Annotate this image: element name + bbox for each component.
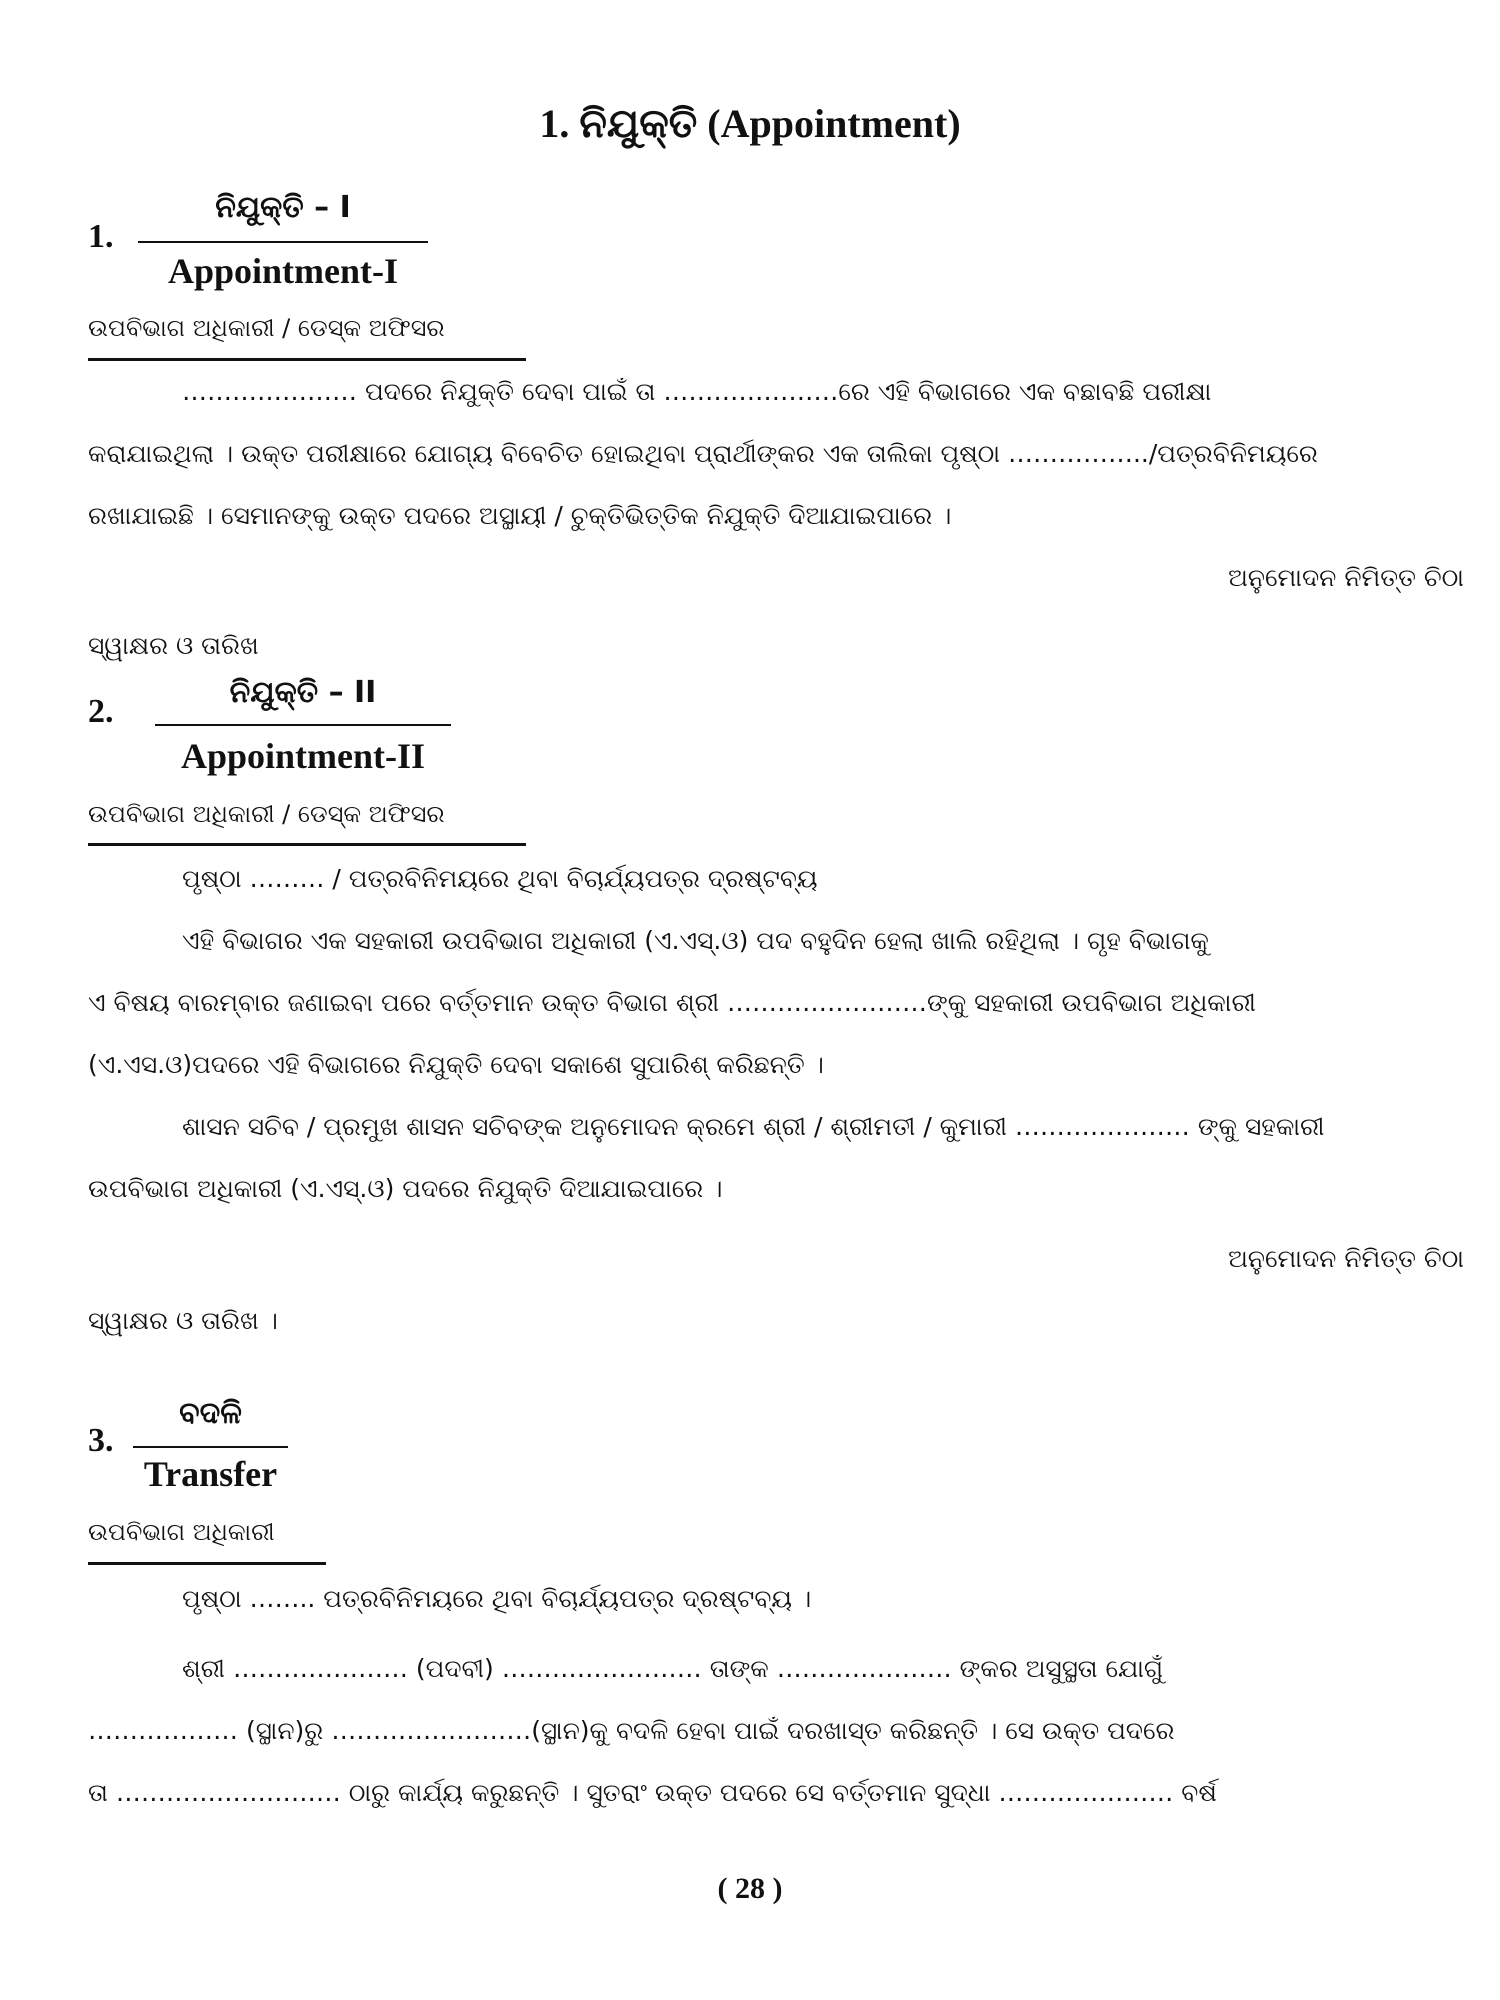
- section-1-line-2: କରାଯାଇଥିଲା । ଉକ୍ତ ପରୀକ୍ଷାରେ ଯୋଗ୍ୟ ବିବେଚିତ ହୋଇଥିବା ପ୍ରାର୍ଥୀଙ୍କର ଏକ ତାଲିକା ପୃଷ୍ଠା ……………../ପତ୍ରବିନିମୟରେ: [88, 439, 1318, 468]
- section-2-heading-rule: [155, 724, 451, 726]
- section-2-line-1: ପୃଷ୍ଠା ……… / ପତ୍ରବିନିମୟରେ ଥିବା ବିଚାର୍ଯ୍ୟପତ୍ର ଦ୍ରଷ୍ଟବ୍ୟ: [182, 864, 818, 893]
- section-3-line-3: ……………… (ସ୍ଥାନ)ରୁ ……………………(ସ୍ଥାନ)କୁ ବଦଳି ହେବା ପାଇଁ ଦରଖାସ୍ତ କରିଛନ୍ତି । ସେ ଉକ୍ତ ପଦରେ: [88, 1716, 1175, 1745]
- section-2-signature: ସ୍ୱାକ୍ଷର ଓ ତାରିଖ ।: [88, 1306, 278, 1335]
- section-3-heading-english: Transfer: [143, 1454, 278, 1494]
- section-2-addressee-rule: [88, 843, 526, 846]
- section-1-heading-english: Appointment-I: [167, 251, 399, 291]
- section-2-line-3: ଏ ବିଷୟ ବାରମ୍ବାର ଜଣାଇବା ପରେ ବର୍ତ୍ତମାନ ଉକ୍ତ ବିଭାଗ ଶ୍ରୀ ……………………ଙ୍କୁ ସହକାରୀ ଉପବିଭାଗ ଅଧିକାରୀ: [88, 988, 1256, 1017]
- section-1-number: 1.: [88, 218, 114, 255]
- section-1-signature: ସ୍ୱାକ୍ଷର ଓ ତାରିଖ: [88, 631, 259, 660]
- section-2-closing: ଅନୁମୋଦନ ନିମିତ୍ତ ଚିଠା: [1228, 1244, 1464, 1273]
- section-1-closing: ଅନୁମୋଦନ ନିମିତ୍ତ ଚିଠା: [1228, 563, 1464, 592]
- section-1-heading-rule: [138, 241, 428, 243]
- section-3-heading-odia: ବଦଳି: [179, 1396, 242, 1431]
- section-2-heading-odia: ନିଯୁକ୍ତି – II: [229, 675, 377, 710]
- section-3-line-4: ତା ……………………… ଠାରୁ କାର୍ଯ୍ୟ କରୁଛନ୍ତି । ସୁତରାଂ ଉକ୍ତ ପଦରେ ସେ ବର୍ତ୍ତମାନ ସୁଦ୍ଧା ………………… ବର୍ଷ: [88, 1778, 1217, 1807]
- section-1-line-1: ………………… ପଦରେ ନିଯୁକ୍ତି ଦେବା ପାଇଁ ତା …………………ରେ ଏହି ବିଭାଗରେ ଏକ ବଛାବଛି ପରୀକ୍ଷା: [182, 377, 1212, 406]
- section-3-line-1: ପୃଷ୍ଠା …….. ପତ୍ରବିନିମୟରେ ଥିବା ବିଚାର୍ଯ୍ୟପତ୍ର ଦ୍ରଷ୍ଟବ୍ୟ ।: [182, 1584, 812, 1613]
- section-3-addressee-rule: [88, 1562, 326, 1565]
- section-2-line-2: ଏହି ବିଭାଗର ଏକ ସହକାରୀ ଉପବିଭାଗ ଅଧିକାରୀ (ଏ.ଏସ୍.ଓ) ପଦ ବହୁଦିନ ହେଲା ଖାଲି ରହିଥିଲା । ଗୃହ ବିଭାଗକୁ: [182, 926, 1209, 955]
- section-2-line-5: ଶାସନ ସଚିବ / ପ୍ରମୁଖ ଶାସନ ସଚିବଙ୍କ ଅନୁମୋଦନ କ୍ରମେ ଶ୍ରୀ / ଶ୍ରୀମତୀ / କୁମାରୀ ………………… ଙ୍କୁ ସହକାରୀ: [182, 1112, 1325, 1141]
- section-2-addressee: ଉପବିଭାଗ ଅଧିକାରୀ / ଡେସ୍କ ଅଫିସର: [88, 800, 445, 828]
- section-1-addressee: ଉପବିଭାଗ ଅଧିକାରୀ / ଡେସ୍କ ଅଫିସର: [88, 314, 445, 342]
- section-2-heading-english: Appointment-II: [180, 736, 426, 776]
- section-3-line-2: ଶ୍ରୀ ………………… (ପଦବୀ) …………………… ତାଙ୍କ ………………… ଙ୍କର ଅସୁସ୍ଥତା ଯୋଗୁଁ: [182, 1654, 1164, 1683]
- section-3-addressee: ଉପବିଭାଗ ଅଧିକାରୀ: [88, 1518, 275, 1546]
- section-1-line-3: ରଖାଯାଇଛି । ସେମାନଙ୍କୁ ଉକ୍ତ ପଦରେ ଅସ୍ଥାୟୀ / ଚୁକ୍ତିଭିତ୍ତିକ ନିଯୁକ୍ତି ଦିଆଯାଇପାରେ ।: [88, 501, 952, 530]
- section-1-heading-odia: ନିଯୁକ୍ତି – I: [215, 190, 351, 225]
- section-3-number: 3.: [88, 1422, 114, 1459]
- section-3-heading-rule: [133, 1446, 288, 1448]
- section-2-line-4: (ଏ.ଏସ.ଓ)ପଦରେ ଏହି ବିଭାଗରେ ନିଯୁକ୍ତି ଦେବା ସକାଶେ ସୁପାରିଶ୍ କରିଛନ୍ତି ।: [88, 1050, 824, 1079]
- section-2-line-6: ଉପବିଭାଗ ଅଧିକାରୀ (ଏ.ଏସ୍.ଓ) ପଦରେ ନିଯୁକ୍ତି ଦିଆଯାଇପାରେ ।: [88, 1174, 723, 1203]
- page-number: ( 28 ): [717, 1872, 783, 1905]
- section-2-number: 2.: [88, 693, 114, 730]
- page-title: 1. ନିଯୁକ୍ତି (Appointment): [539, 101, 961, 146]
